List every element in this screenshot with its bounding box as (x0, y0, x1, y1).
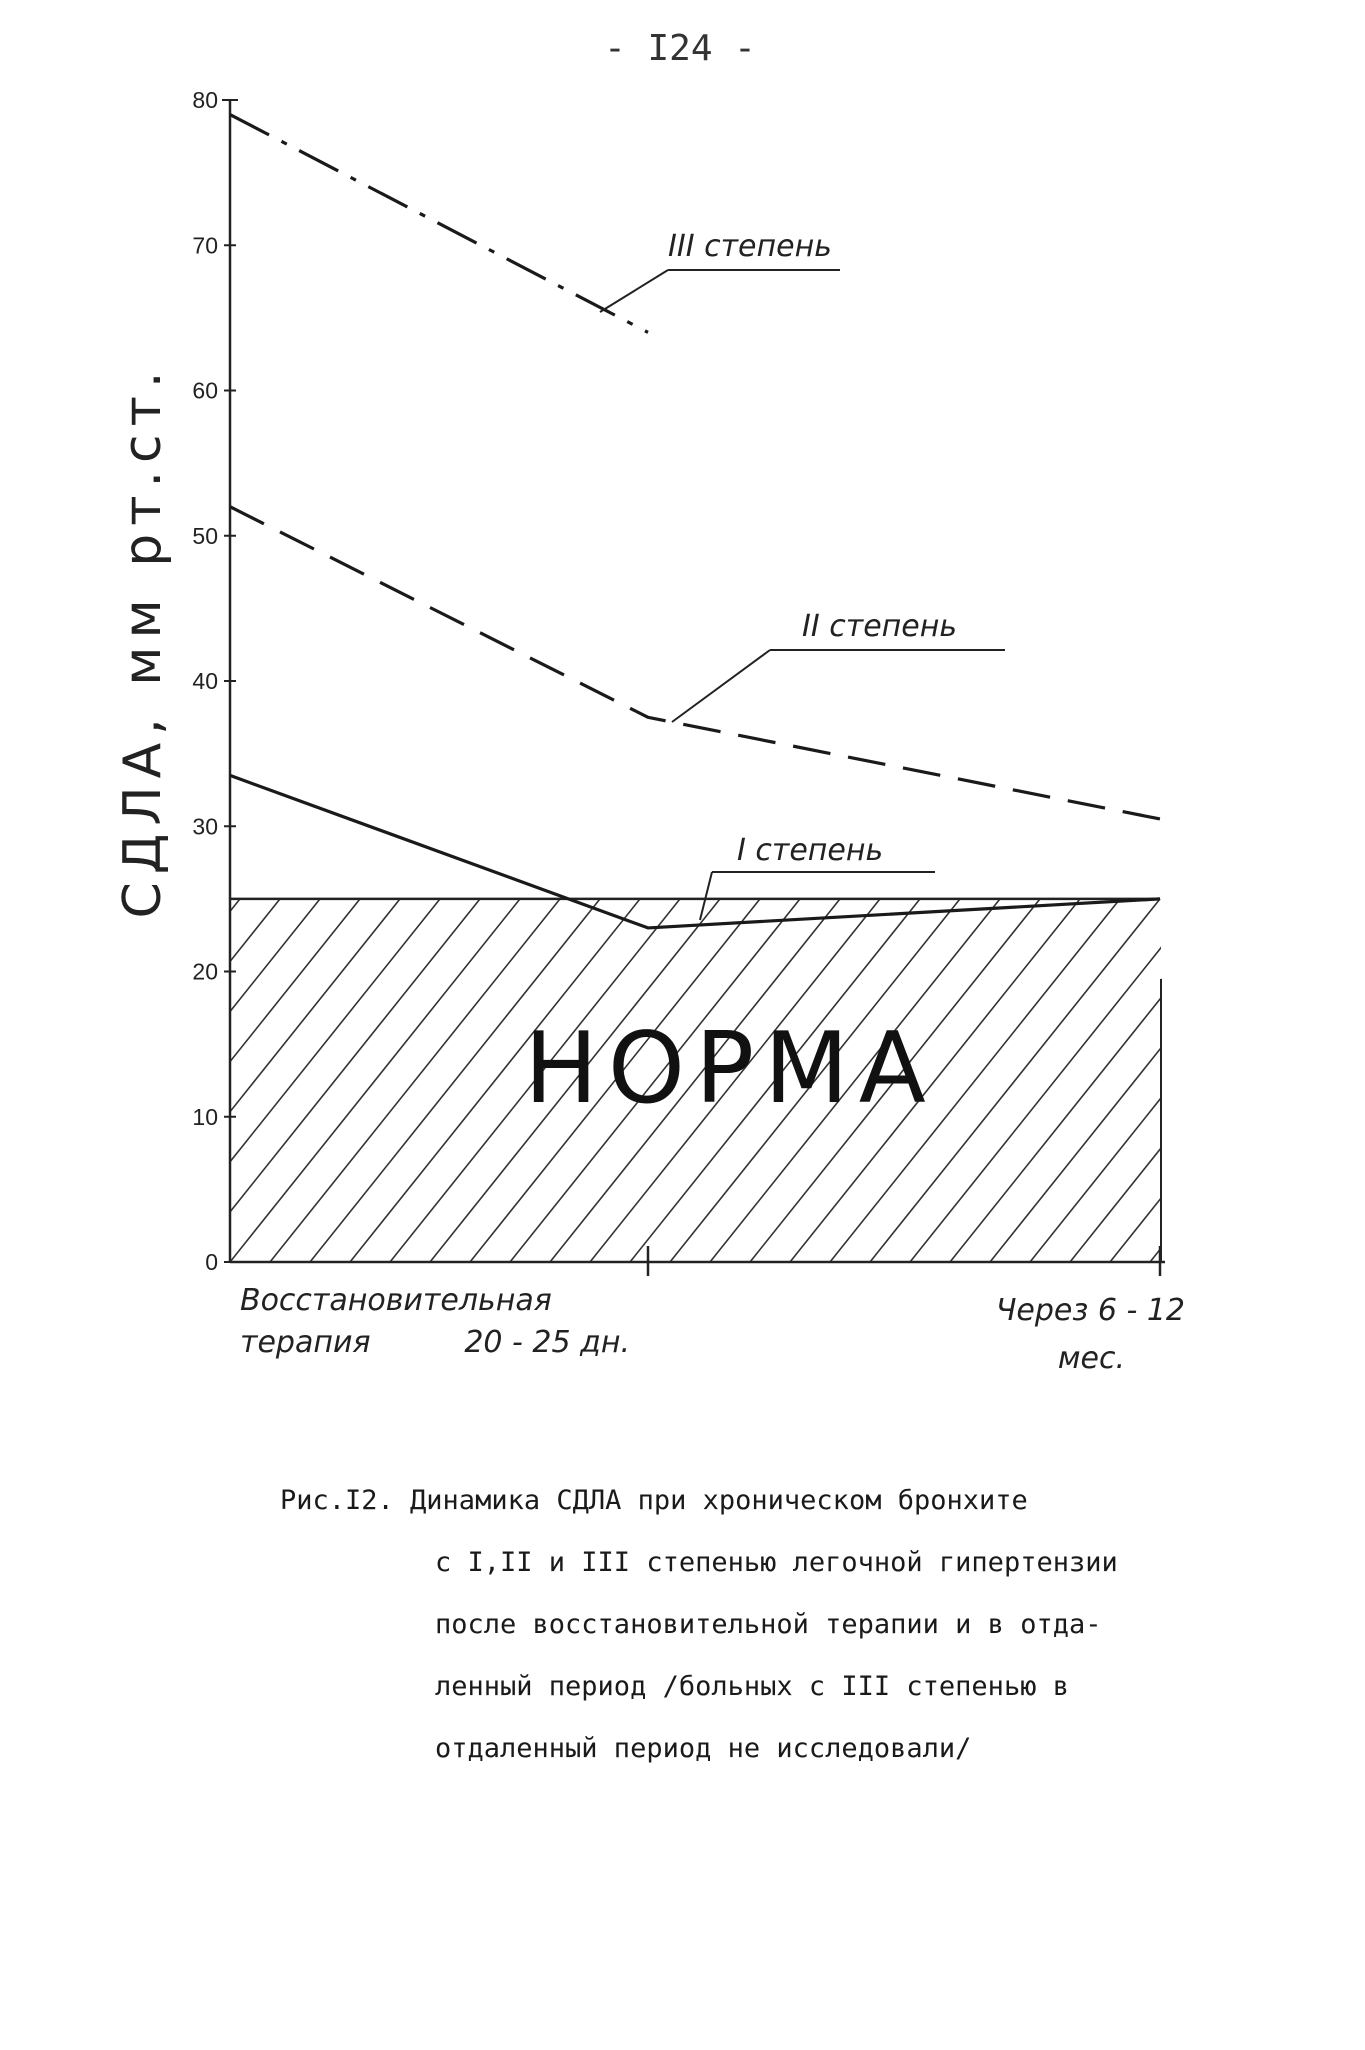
hatch-line (1110, 899, 1365, 1262)
hatch-line (70, 899, 360, 1262)
hatch-line (150, 899, 440, 1262)
x-tick-label: Через 6 - 12 (995, 1293, 1185, 1328)
hatch-line (1310, 899, 1365, 1262)
series-label: II степень (802, 609, 958, 644)
caption-line: отдаленный период не исследовали/ (435, 1733, 972, 1764)
caption-line: ленный период /больных с III степенью в (435, 1671, 1069, 1702)
series-label-leader (600, 270, 668, 312)
figure-caption (280, 1470, 1300, 1780)
x-tick-label: Восстановительная (240, 1283, 552, 1318)
hatch-line (0, 899, 120, 1262)
series-line (230, 115, 648, 333)
y-tick-label: 50 (192, 522, 218, 549)
caption-line: Рис.I2. Динамика СДЛА при хроническом бронхите (280, 1485, 1028, 1516)
y-tick-label: 0 (205, 1249, 218, 1275)
x-tick-label: терапия (240, 1325, 371, 1360)
y-tick-label: 40 (192, 668, 218, 694)
hatch-line (30, 899, 320, 1262)
series-label-leader (672, 650, 770, 722)
y-tick-label: 20 (192, 958, 218, 985)
series-labels (600, 229, 1005, 920)
series-line (230, 507, 1160, 819)
y-tick-label: 10 (192, 1103, 218, 1130)
series-label: III степень (668, 229, 832, 264)
norm-region-label: НОРМА (524, 1012, 936, 1127)
hatch-line (1350, 899, 1365, 1262)
hatch-line (1030, 899, 1320, 1262)
hatch-line (1230, 899, 1365, 1262)
hatch-line (1070, 899, 1360, 1262)
caption-line: после восстановительной терапии и в отда- (435, 1609, 1102, 1640)
hatch-line (1190, 899, 1365, 1262)
hatch-line (230, 899, 520, 1262)
series-label-leader (700, 872, 712, 920)
page-number: - I24 - (604, 28, 756, 69)
x-tick-labels (240, 1283, 1185, 1376)
hatch-line (1270, 899, 1365, 1262)
y-tick-label: 30 (192, 813, 218, 840)
caption-line: с I,II и III степенью легочной гипертензии (435, 1547, 1118, 1578)
hatch-line (190, 899, 480, 1262)
hatch-line (0, 899, 200, 1262)
y-tick-label: 60 (192, 377, 218, 404)
hatch-line (270, 899, 560, 1262)
y-tick-label: 70 (192, 232, 218, 259)
hatch-line (990, 899, 1280, 1262)
hatch-line (0, 899, 280, 1262)
series-label: I степень (737, 833, 884, 868)
x-tick-label: 20 - 25 дн. (464, 1325, 630, 1360)
y-axis-label: СДЛА, мм рт.ст. (113, 363, 173, 919)
hatch-line (910, 899, 1200, 1262)
hatch-line (950, 899, 1240, 1262)
hatch-line (110, 899, 400, 1262)
hatch-line (0, 899, 160, 1262)
hatch-line (0, 899, 240, 1262)
series-line (230, 775, 1160, 928)
y-tick-label: 80 (192, 87, 218, 113)
hatch-line (1150, 899, 1365, 1262)
x-tick-label: мес. (1057, 1341, 1125, 1376)
